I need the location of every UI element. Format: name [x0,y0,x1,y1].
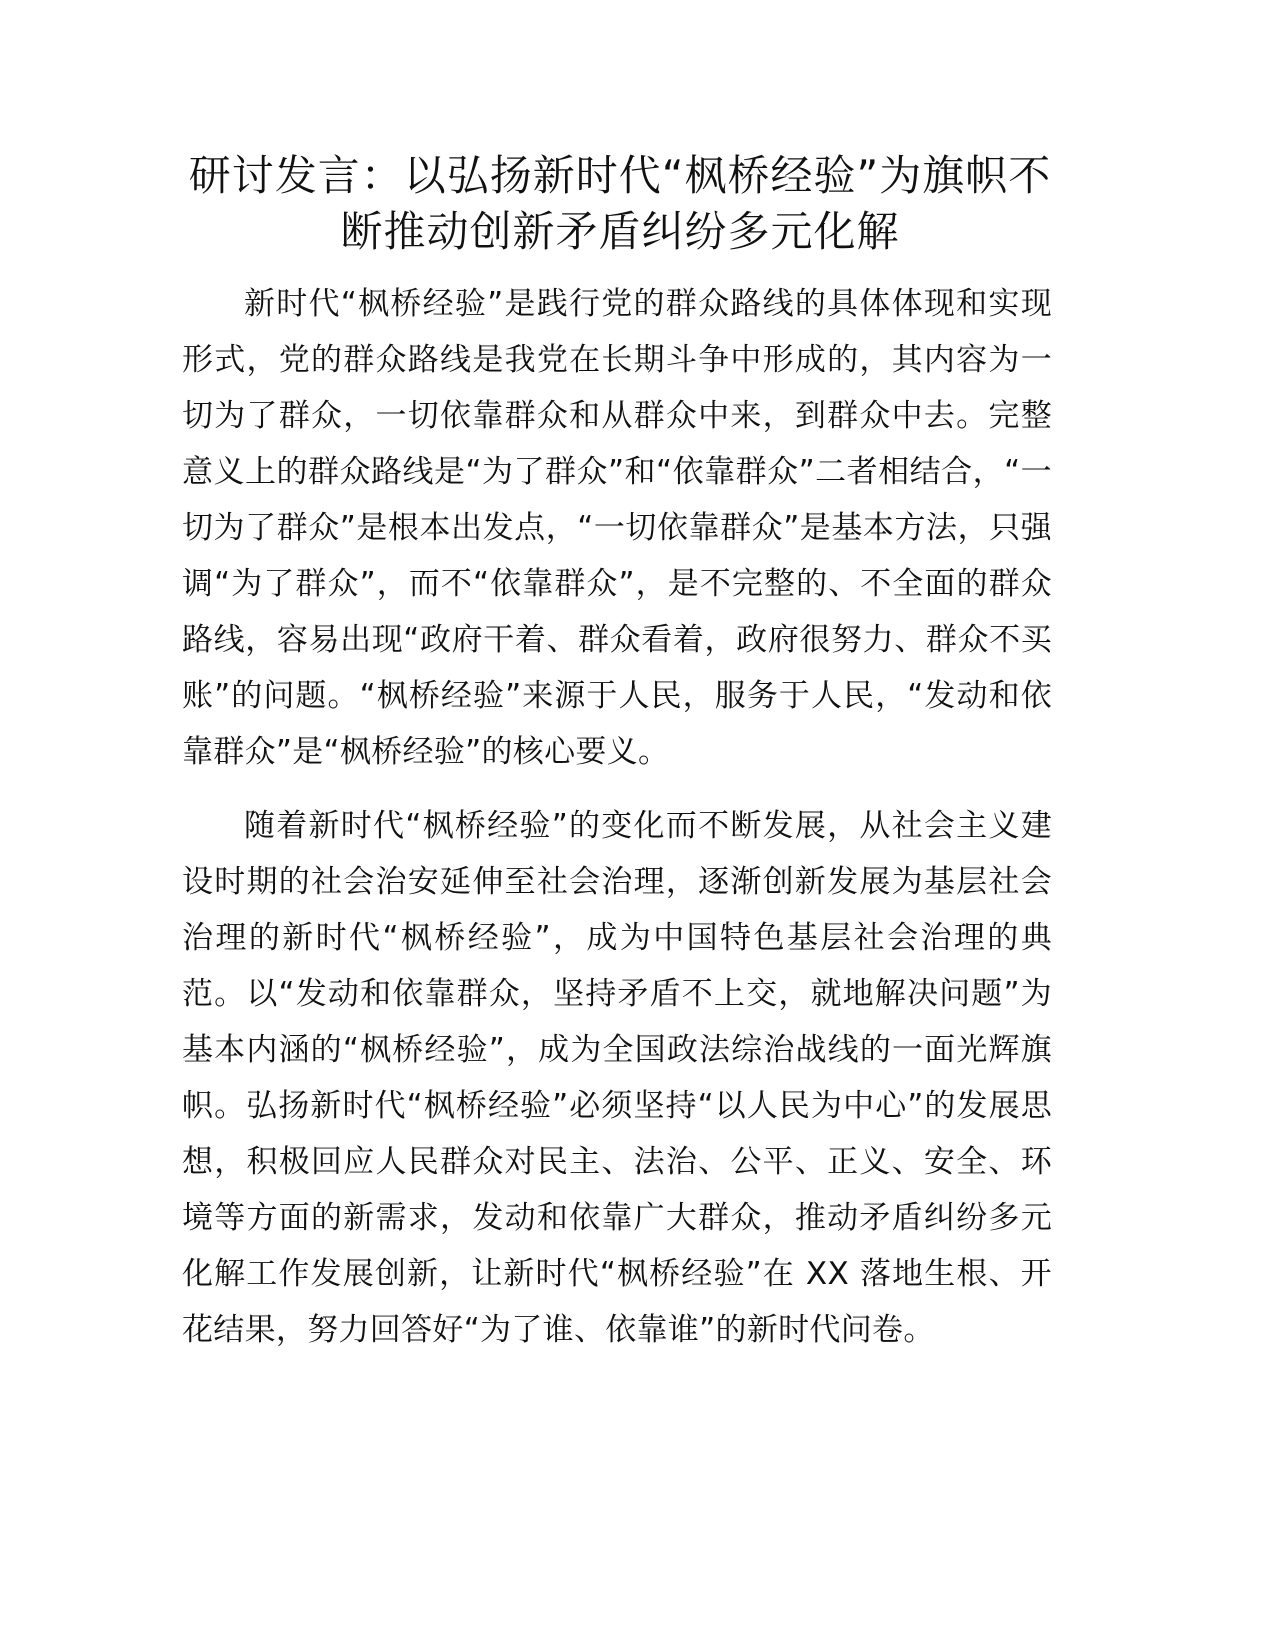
paragraph-1: 新时代“枫桥经验”是践行党的群众路线的具体体现和实现形式，党的群众路线是我党在长期斗争中形成的，其内容为一切为了群众，一切依靠群众和从群众中来，到群众中去。完整意义上的群众路线是“为了群众”和“依靠群众”二者相结合，“一切为了群众”是根本出发点，“一切依靠群众”是基本方法，只强调“为了群众”，而不“依靠群众”，是不完整的、不全面的群众路线，容易出现“政府干着、群众看着，政府很努力、群众不买账”的问题。“枫桥经验”来源于人民，服务于人民，“发动和依靠群众”是“枫桥经验”的核心要义。 [182,286,1052,770]
document-title: 研讨发言：以弘扬新时代“枫桥经验”为旗帜不断推动创新矛盾纠纷多元化解 [188,151,1052,256]
paragraph-2: 随着新时代“枫桥经验”的变化而不断发展，从社会主义建设时期的社会治安延伸至社会治理，逐渐创新发展为基层社会治理的新时代“枫桥经验”，成为中国特色基层社会治理的典范。以“发动和依靠群众，坚持矛盾不上交，就地解决问题”为基本内涵的“枫桥经验”，成为全国政法综治战线的一面光辉旗帜。弘扬新时代“枫桥经验”必须坚持“以人民为中心”的发展思想，积极回应人民群众对民主、法治、公平、正义、安全、环境等方面的新需求，发动和依靠广大群众，推动矛盾纠纷多元化解工作发展创新，让新时代“枫桥经验”在 XX 落地生根、开花结果，努力回答好“为了谁、依靠谁”的新时代问卷。 [182,808,1052,1348]
document-body [182,276,1052,1376]
